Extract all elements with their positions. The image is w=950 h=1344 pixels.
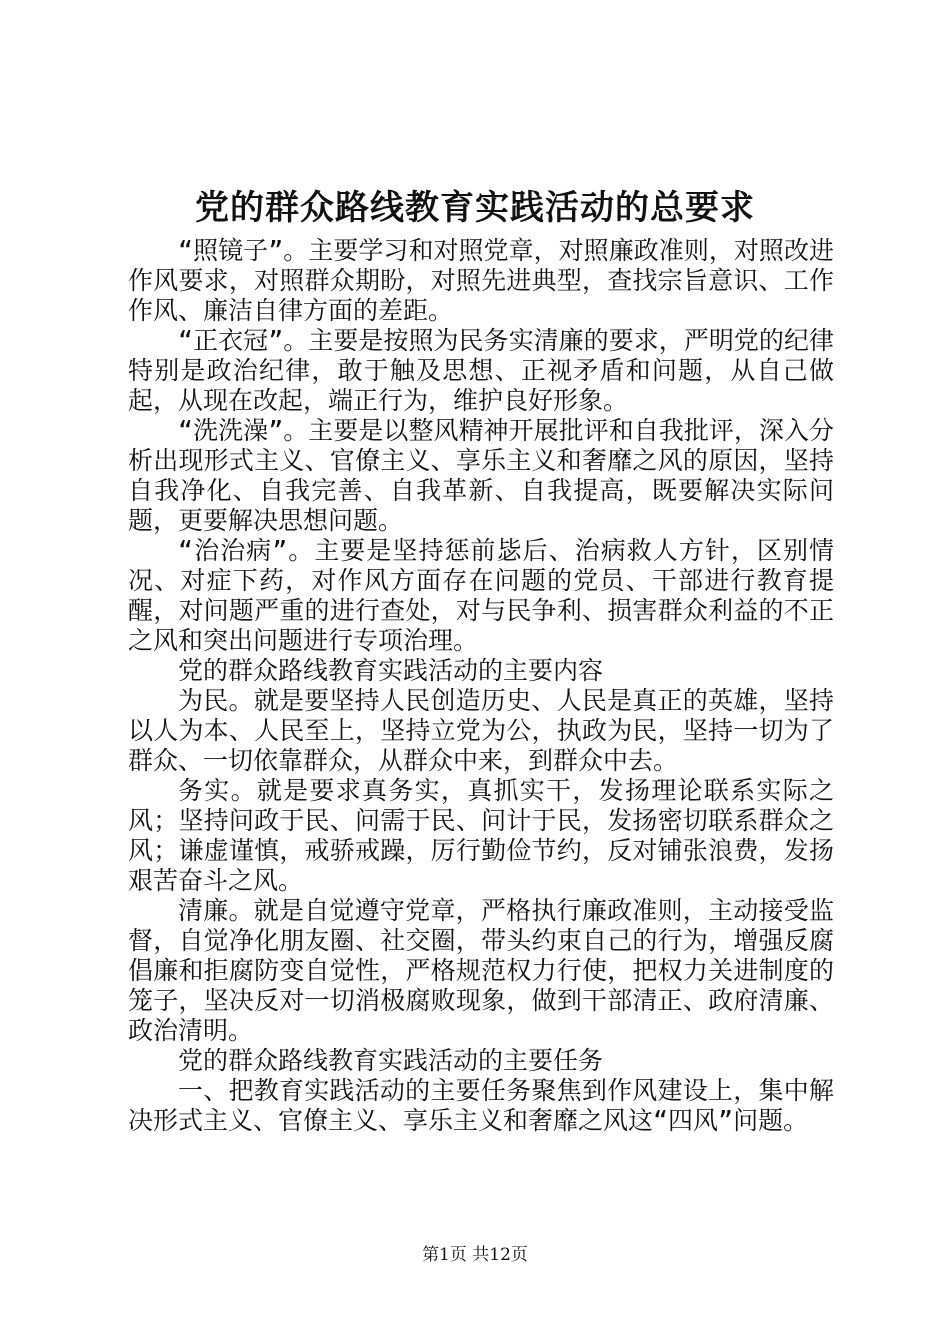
paragraph: “治治病”。主要是坚持惩前毖后、治病救人方针，区别情况、对症下药，对作风方面存在问题的党员、干部进行教育提醒，对问题严重的进行查处，对与民争利、损害群众利益的不正之风和突出问题进行专项治理。 <box>128 536 834 655</box>
paragraph: 清廉。就是自觉遵守党章，严格执行廉政准则，主动接受监督，自觉净化朋友圈、社交圈，带头约束自己的行为，增强反腐倡廉和拒腐防变自觉性，严格规范权力行使，把权力关进制度的笼子，坚决反对一切消极腐败现象，做到干部清正、政府清廉、政治清明。 <box>128 896 834 1045</box>
paragraph: “照镜子”。主要学习和对照党章，对照廉政准则，对照改进作风要求，对照群众期盼，对照先进典型，查找宗旨意识、工作作风、廉洁自律方面的差距。 <box>128 236 834 325</box>
document-title: 党的群众路线教育实践活动的总要求 <box>195 188 755 228</box>
page-footer: 第1页 共12页 <box>422 1245 528 1265</box>
document-body <box>128 236 834 1136</box>
paragraph: “洗洗澡”。主要是以整风精神开展批评和自我批评，深入分析出现形式主义、官僚主义、享乐主义和奢靡之风的原因，坚持自我净化、自我完善、自我革新、自我提高，既要解决实际问题，更要解决思想问题。 <box>128 416 834 535</box>
section-heading: 党的群众路线教育实践活动的主要任务 <box>178 1046 604 1075</box>
paragraph: 务实。就是要求真务实，真抓实干，发扬理论联系实际之风；坚持问政于民、问需于民、问计于民，发扬密切联系群众之风；谦虚谨慎，戒骄戒躁，厉行勤俭节约，反对铺张浪费，发扬艰苦奋斗之风。 <box>128 776 834 895</box>
paragraph: “正衣冠”。主要是按照为民务实清廉的要求，严明党的纪律特别是政治纪律，敢于触及思想、正视矛盾和问题，从自己做起，从现在改起，端正行为，维护良好形象。 <box>128 326 834 415</box>
paragraph: 为民。就是要坚持人民创造历史、人民是真正的英雄，坚持以人为本、人民至上，坚持立党为公，执政为民，坚持一切为了群众、一切依靠群众，从群众中来，到群众中去。 <box>128 686 834 775</box>
section-heading: 党的群众路线教育实践活动的主要内容 <box>178 656 604 685</box>
paragraph: 一、把教育实践活动的主要任务聚焦到作风建设上，集中解决形式主义、官僚主义、享乐主义和奢靡之风这“四风”问题。 <box>128 1076 834 1135</box>
